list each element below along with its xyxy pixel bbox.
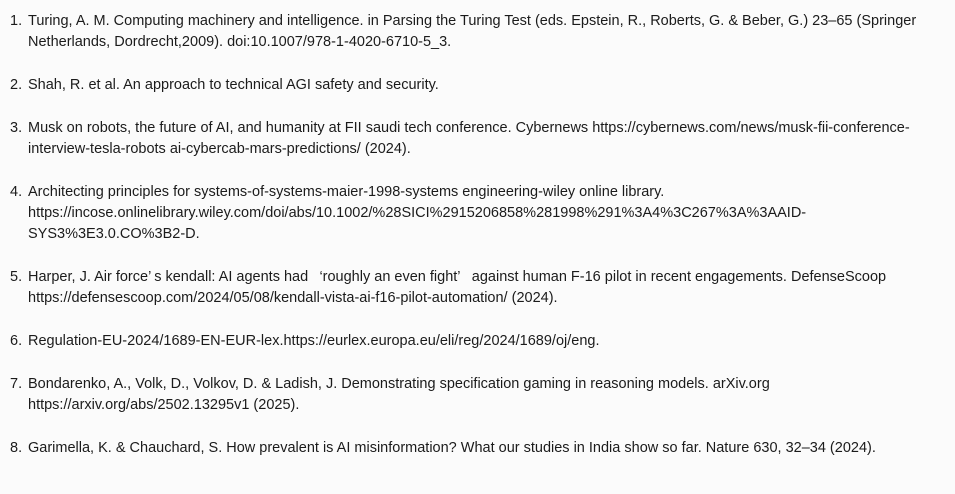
reference-number: 4. [10, 184, 23, 200]
reference-number: 1. [10, 13, 23, 29]
reference-text: Architecting principles for systems-of-systems-maier-1998-systems engineering-wiley online library. https://incose.onlinelibrary.wiley.com/doi/abs/10.1002/%28SICI%2915206858%281998%291%3A4%3C267%3A%3AAID-SYS3%3E3.0.CO%3B2-D. [28, 184, 807, 242]
reference-number: 2. [10, 77, 23, 93]
reference-text: Bondarenko, A., Volk, D., Volkov, D. & Ladish, J. Demonstrating specification gaming in reasoning models. arXiv.org https://arxiv.org/abs/2502.13295v1 (2025). [28, 376, 770, 413]
reference-item [10, 331, 940, 352]
reference-number: 3. [10, 120, 23, 136]
reference-number: 5. [10, 269, 23, 285]
reference-number: 6. [10, 333, 23, 349]
reference-text: Shah, R. et al. An approach to technical AGI safety and security. [28, 77, 439, 93]
reference-text: Turing, A. M. Computing machinery and intelligence. in Parsing the Turing Test (eds. Epstein, R., Roberts, G. & Beber, G.) 23–65 (Springer Netherlands, Dordrecht,2009). doi:10.1007/978-1-4020-6710-5_3. [28, 13, 917, 50]
reference-item [10, 118, 940, 160]
reference-item [10, 75, 940, 96]
reference-item [10, 374, 940, 416]
reference-text: Harper, J. Air force’ s kendall: AI agents had ‘roughly an even fight’ against human F-16 pilot in recent engagements. DefenseScoop https://defensescoop.com/2024/05/08/kendall-vista-ai-f16-pilot-automation/ (2024). [28, 269, 887, 306]
reference-number: 8. [10, 440, 23, 456]
reference-text: Regulation-EU-2024/1689-EN-EUR-lex.https://eurlex.europa.eu/eli/reg/2024/1689/oj/eng. [28, 333, 600, 349]
reference-item [10, 11, 940, 53]
reference-number: 7. [10, 376, 23, 392]
reference-item [10, 267, 940, 309]
reference-item [10, 182, 940, 245]
reference-text: Garimella, K. & Chauchard, S. How prevalent is AI misinformation? What our studies in India show so far. Nature 630, 32–34 (2024). [28, 440, 876, 456]
reference-item [10, 438, 940, 459]
reference-text: Musk on robots, the future of AI, and humanity at FII saudi tech conference. Cybernews https://cybernews.com/news/musk-fii-conference-interview-tesla-robots ai-cybercab-mars-predictions/ (2024). [28, 120, 910, 157]
